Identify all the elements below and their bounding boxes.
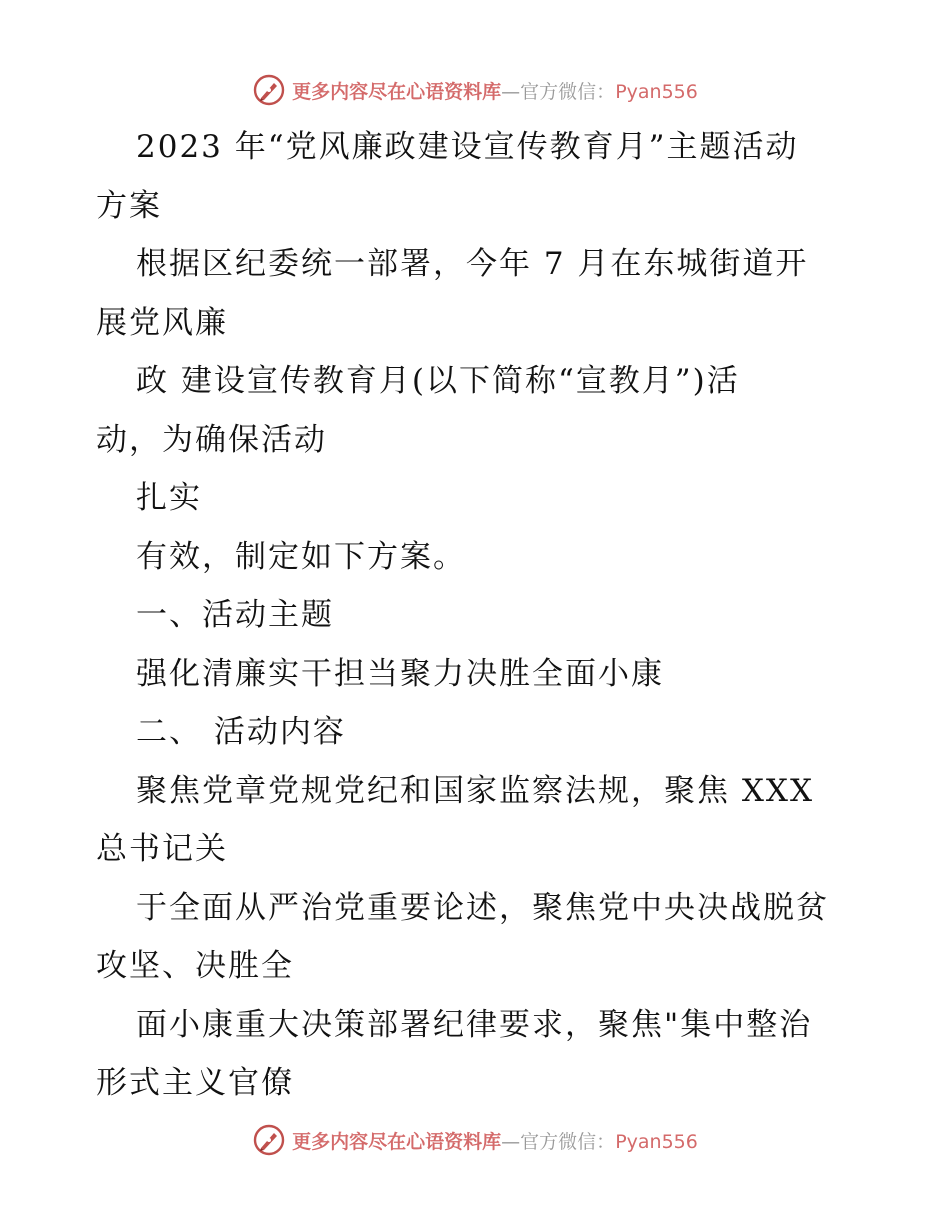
document-line: 强化清廉实干担当聚力决胜全面小康: [136, 655, 664, 692]
document-body: [96, 118, 856, 1113]
footer-banner-inner: [252, 1123, 698, 1157]
document-line: 方案: [96, 187, 162, 224]
document-line: 聚焦党章党规党纪和国家监察法规，聚焦 XXX: [136, 772, 815, 809]
banner-dash: —: [501, 1130, 521, 1153]
document-line: 攻坚、决胜全: [96, 948, 294, 984]
header-banner-inner: [252, 73, 698, 107]
pen-logo-icon: [252, 73, 286, 107]
document-line: 总书记关: [96, 831, 228, 867]
document-line: 2023 年“党风廉政建设宣传教育月”主题活动: [136, 129, 799, 165]
document-line: 二、 活动内容: [136, 714, 346, 750]
banner-account: Pyan556: [615, 80, 698, 103]
document-line: 一、活动主题: [136, 597, 334, 633]
banner-lead-text: 更多内容尽在心语资料库: [292, 80, 502, 103]
banner-dash: —: [501, 80, 521, 103]
document-line: 展党风廉: [96, 304, 228, 341]
banner-lead-text: 更多内容尽在心语资料库: [292, 1130, 502, 1153]
document-line: 扎实: [136, 480, 202, 516]
document-line: 于全面从严治党重要论述，聚焦党中央决战脱贫: [136, 889, 829, 926]
banner-account: Pyan556: [615, 1130, 698, 1153]
document-line: 根据区纪委统一部署，今年 7 月在东城街道开: [136, 246, 809, 282]
footer-banner-text: [292, 1127, 698, 1154]
document-line: 政 建设宣传教育月(以下简称“宣教月”)活: [136, 363, 740, 399]
banner-official-label: 官方微信：: [520, 80, 616, 103]
footer-banner: [0, 1120, 950, 1160]
header-banner-text: [292, 77, 698, 104]
document-line: 有效，制定如下方案。: [136, 538, 466, 575]
pen-logo-icon: [252, 1123, 286, 1157]
banner-official-label: 官方微信：: [520, 1130, 616, 1153]
document-line: 面小康重大决策部署纪律要求，聚焦"集中整治: [136, 1006, 813, 1043]
document-line: 形式主义官僚: [96, 1065, 294, 1101]
document-line: 动，为确保活动: [96, 421, 327, 458]
header-banner: [0, 70, 950, 110]
